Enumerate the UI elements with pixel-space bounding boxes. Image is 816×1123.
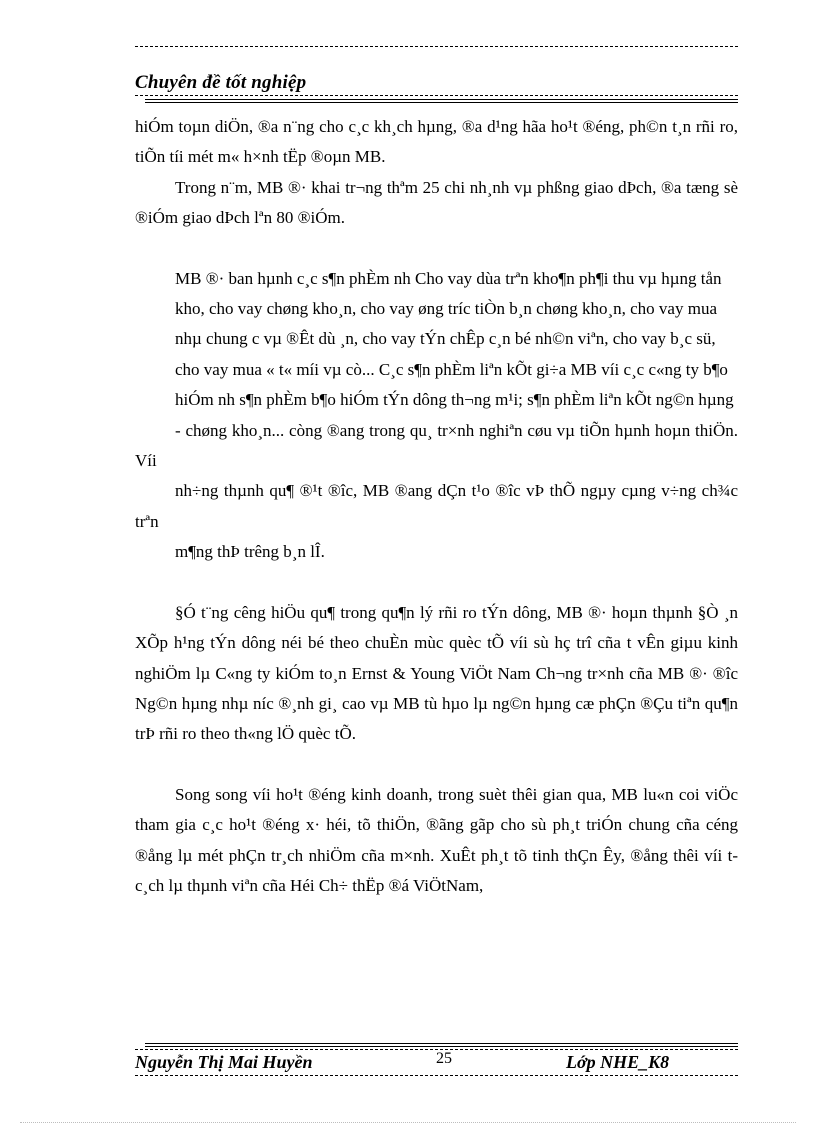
header-double-rule-bottom xyxy=(145,102,738,103)
body-paragraph: kho, cho vay chøng kho¸n, cho vay øng tríc tiÒn b¸n chøng kho¸n, cho vay mua xyxy=(175,299,717,319)
header-title: Chuyên đề tốt nghiệp xyxy=(135,72,307,93)
paragraph-gap xyxy=(135,568,738,598)
footer-bottom-rule xyxy=(135,1075,738,1076)
header-top-rule xyxy=(135,46,738,47)
page-number: 25 xyxy=(436,1050,452,1067)
document-body xyxy=(135,112,738,901)
body-paragraph: - chøng kho¸n... còng ®ang trong qu¸ tr×nh nghiªn cøu vµ tiÕn hµnh hoµn thiÖn. Víi xyxy=(135,420,738,471)
body-paragraph: cho vay mua « t« míi vµ cò... C¸c s¶n phÈm liªn kÕt gi÷a MB víi c¸c c«ng ty b¶o xyxy=(175,359,728,379)
header-double-rule-top xyxy=(145,99,738,100)
footer-double-rule-bottom xyxy=(145,1046,738,1047)
footer-class-label: Lớp NHE_K8 xyxy=(566,1052,670,1072)
body-paragraph: Trong n¨m, MB ®· khai tr¬ng thªm 25 chi nh¸nh vµ phßng giao dÞch, ®a tæng sè ®iÓm giao dÞch lªn 80 ®iÓm. xyxy=(135,177,738,228)
footer-author: Nguyễn Thị Mai Huyền xyxy=(135,1052,313,1072)
paragraph-gap xyxy=(135,234,738,264)
footer-double-rule-top xyxy=(145,1043,738,1044)
paragraph-gap xyxy=(135,750,738,780)
body-paragraph: nh÷ng thµnh qu¶ ®¹t ®îc, MB ®ang dÇn t¹o ®îc vÞ thÕ ngµy cµng v÷ng ch¾c trªn xyxy=(135,481,738,531)
body-paragraph: §Ó t¨ng cêng hiÖu qu¶ trong qu¶n lý rñi ro tÝn dông, MB ®· hoµn thµnh §Ò ¸n XÕp h¹ng tÝn dông néi bé theo chuÈn mùc quèc tÕ víi sù hç trî cña t vÊn giµu kinh nghiÖm lµ C«ng ty kiÓm to¸n Ernst & Young ViÖt Nam Ch¬ng tr×nh cña MB ®· ®îc Ng©n hµng nhµ níc ®¸nh gi¸ cao vµ MB tù hµo lµ ng©n hµng cæ phÇn ®Çu tiªn qu¶n trÞ rñi ro theo th«ng lÖ quèc tÕ. xyxy=(135,602,738,744)
body-paragraph: hiÓm toµn diÖn, ®a n¨ng cho c¸c kh¸ch hµng, ®a d¹ng hãa ho¹t ®éng, ph©n t¸n rñi ro, tiÕn tíi mét m« h×nh tËp ®oµn MB. xyxy=(135,117,738,167)
header-dashed-rule xyxy=(135,95,738,96)
body-paragraph: m¶ng thÞ trêng b¸n lÎ. xyxy=(175,542,325,562)
body-paragraph: Song song víi ho¹t ®éng kinh doanh, trong suèt thêi gian qua, MB lu«n coi viÖc tham gia c¸c ho¹t ®éng x· héi, tõ thiÖn, ®ãng gãp cho sù ph¸t triÓn chung cña céng ®ång lµ mét phÇn tr¸ch nhiÖm cña m×nh. XuÊt ph¸t tõ tinh thÇn Êy, ®ång thêi víi t c¸ch lµ thµnh viªn cña Héi Ch÷ thËp ®á ViÖtNam, xyxy=(135,784,738,895)
body-paragraph: MB ®· ban hµnh c¸c s¶n phÈm nh Cho vay dùa trªn kho¶n ph¶i thu vµ hµng tån xyxy=(175,268,722,288)
body-paragraph: nhµ chung c vµ ®Êt dù ¸n, cho vay tÝn chÊp c¸n bé nh©n viªn, cho vay b¸c sü, xyxy=(175,329,716,349)
body-paragraph: hiÓm nh s¶n phÈm b¶o hiÓm tÝn dông th¬ng m¹i; s¶n phÈm liªn kÕt ng©n hµng xyxy=(175,390,734,410)
